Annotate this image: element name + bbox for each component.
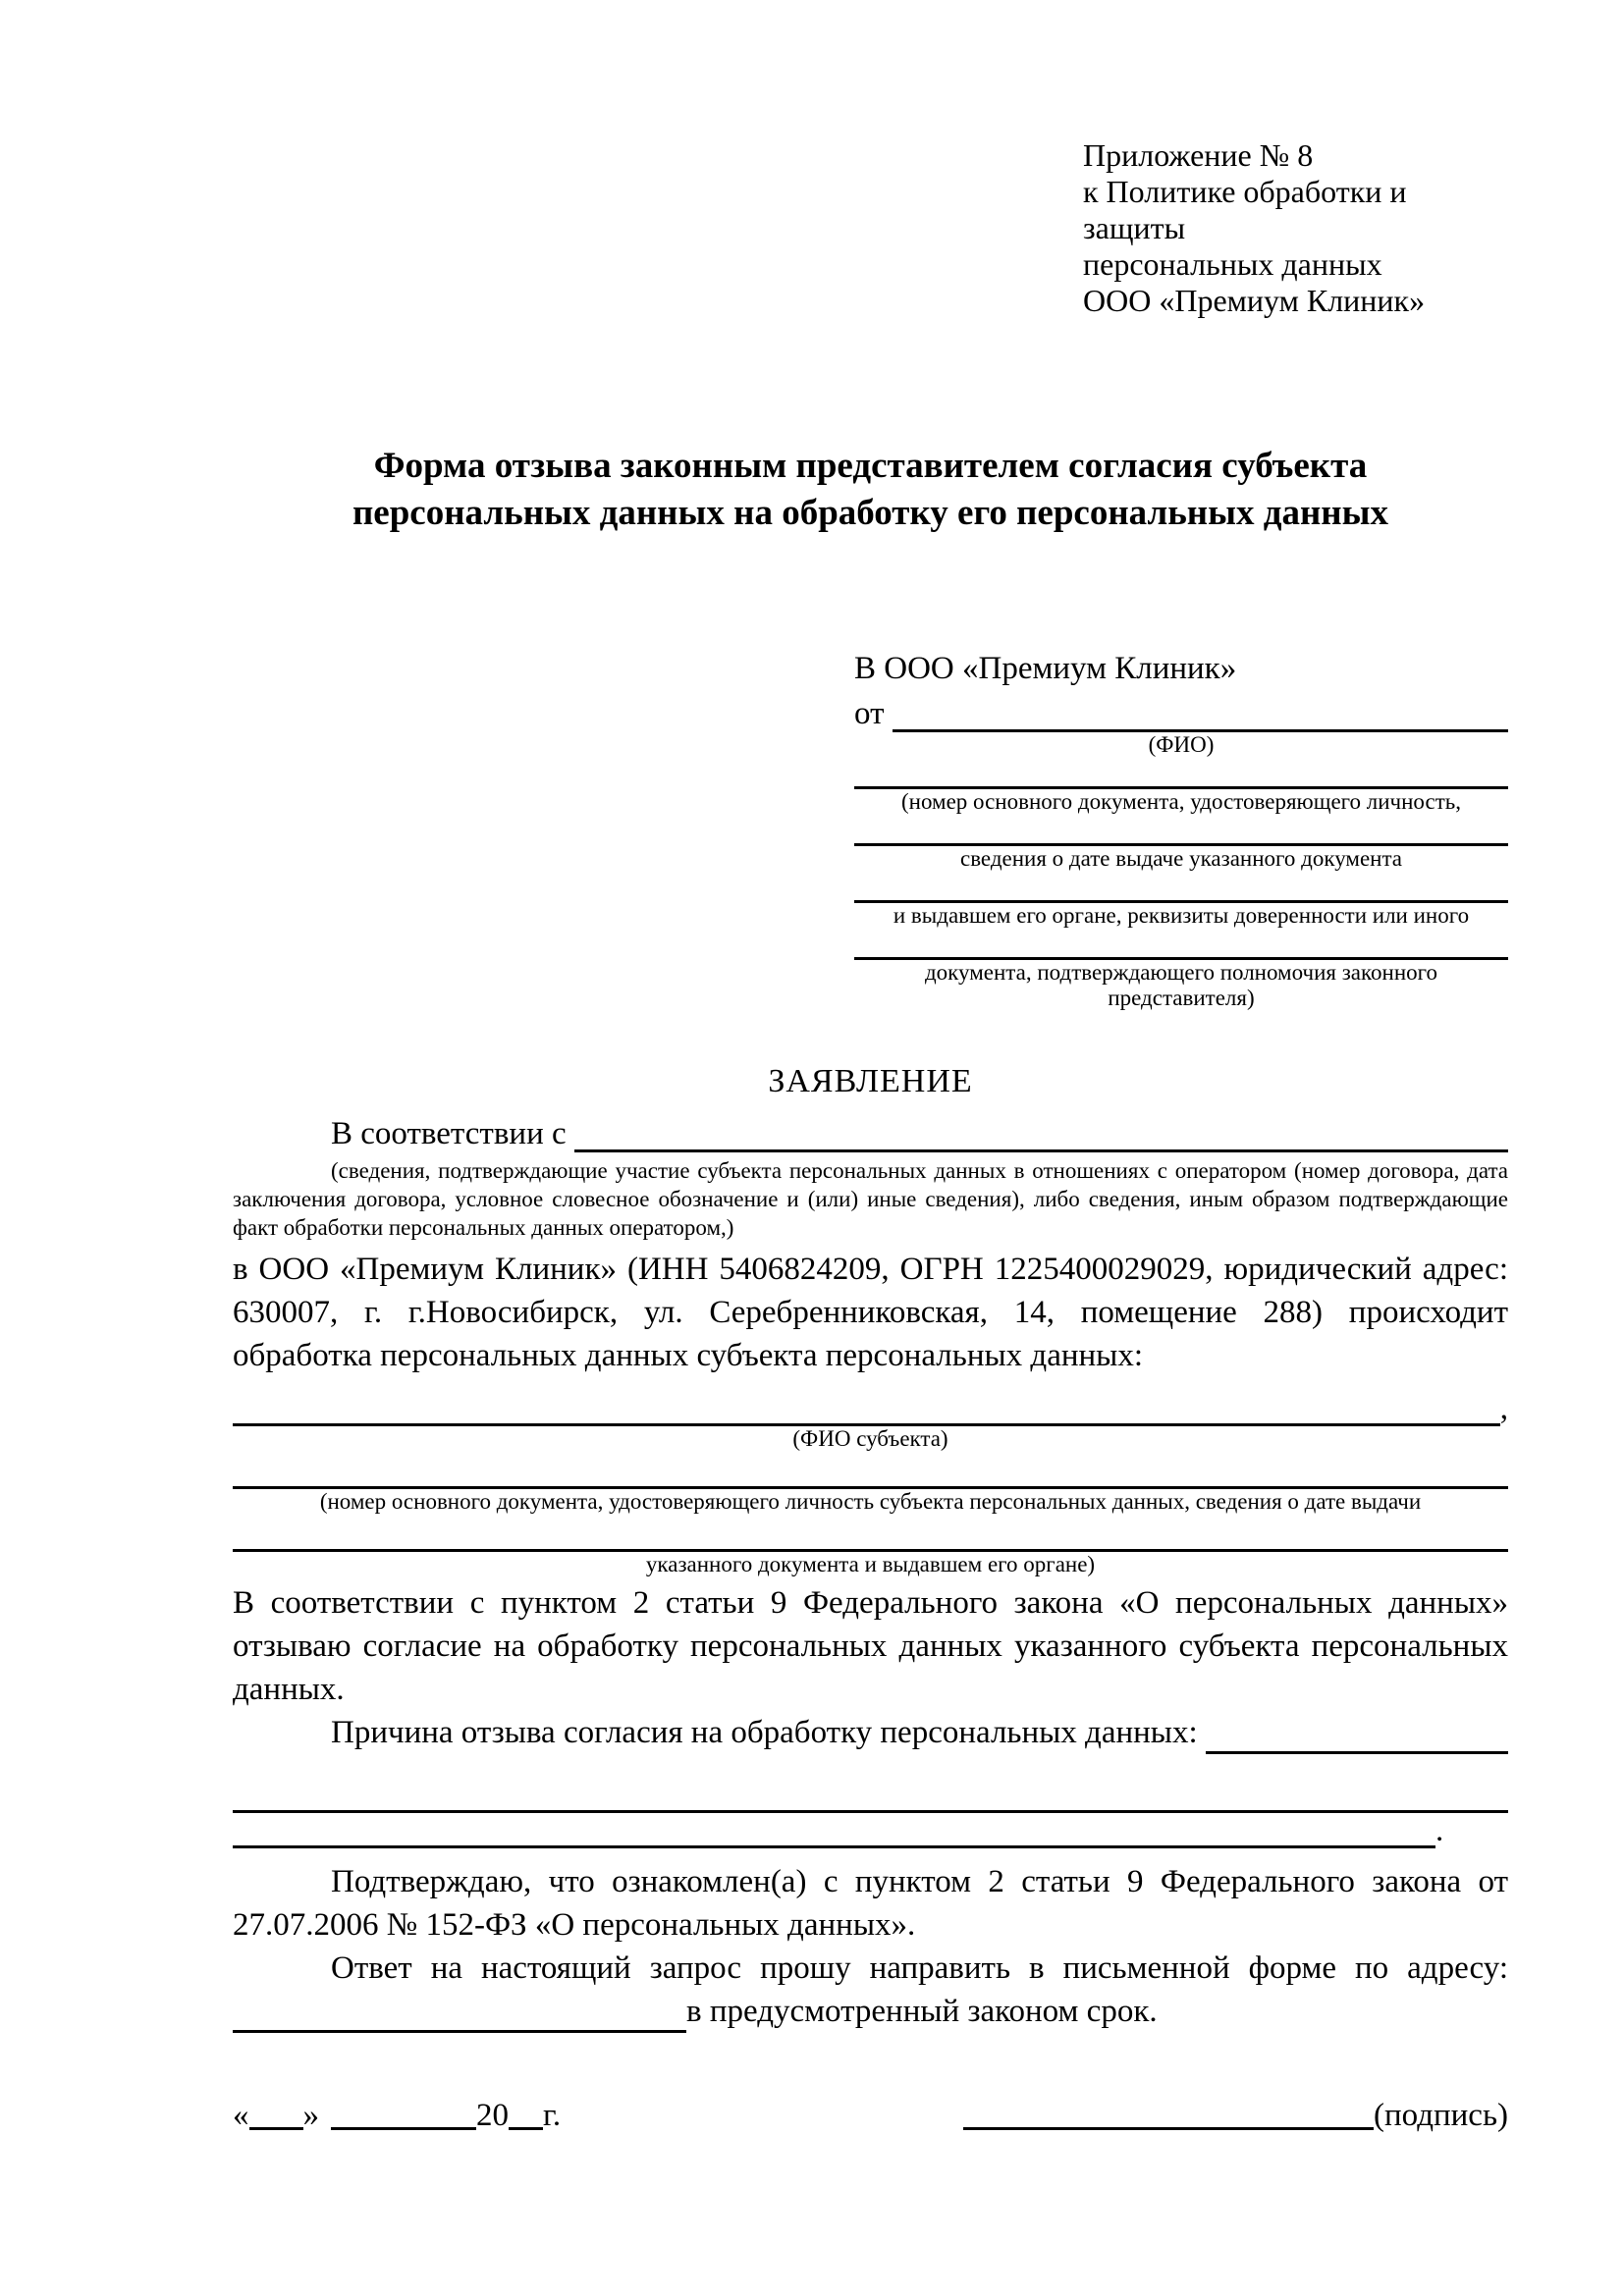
footer-row	[233, 2092, 1508, 2139]
reason-blank-line-2	[233, 1754, 1508, 1813]
subject-fio-row	[233, 1391, 1508, 1426]
appendix-policy-line2: персональных данных	[1083, 246, 1382, 283]
date-year-suffix: г.	[543, 2098, 562, 2134]
date-group	[233, 2092, 561, 2139]
representative-doc-caption-1: (номер основного документа, удостоверяющего личность,	[900, 789, 1461, 815]
document-title-line1: Форма отзыва законным представителем согласия субъекта	[373, 445, 1368, 486]
representative-doc-blank-line-2	[854, 815, 1508, 846]
appendix-header	[1083, 137, 1508, 320]
trailing-period: .	[1435, 1813, 1444, 1849]
basis-fine-print: (сведения, подтверждающие участие субъекта персональных данных в отношениях с оператором (номер договора, дата заключения договора, условное словесное обозначение и (или) иные сведения), либо сведения, иным образом подтверждающие факт обработки персональных данных оператором,)	[233, 1158, 1508, 1241]
reason-row	[233, 1711, 1508, 1754]
representative-doc-caption-2: сведения о дате выдаче указанного документа	[959, 846, 1403, 872]
basis-row	[233, 1111, 1508, 1152]
subject-doc-blank-line-2	[233, 1515, 1508, 1552]
subject-fio-caption: (ФИО субъекта)	[792, 1426, 948, 1452]
response-tail: в предусмотренный законом срок.	[686, 1994, 1158, 2030]
response-address-blank-line	[233, 1990, 686, 2033]
date-quote-close: »	[302, 2098, 319, 2134]
appendix-company: ООО «Премиум Клиник»	[1083, 283, 1426, 319]
from-row	[854, 693, 1508, 732]
date-quote-open: «	[233, 2098, 249, 2134]
signature-caption: (подпись)	[1374, 2098, 1508, 2134]
representative-fio-blank-line	[893, 693, 1509, 732]
date-year-prefix: 20	[476, 2098, 509, 2134]
date-year-blank	[509, 2127, 543, 2130]
confirm-paragraph: Подтверждаю, что ознакомлен(а) с пунктом 2 статьи 9 Федерального закона от 27.07.2006 № 152-ФЗ «О персональных данных».	[233, 1864, 1508, 1944]
response-address-row	[233, 1990, 1508, 2033]
operator-paragraph: в ООО «Премиум Клиник» (ИНН 5406824209, ОГРН 1225400029029, юридический адрес: 630007, г. г.Новосибирск, ул. Серебренниковская, 14, помещение 288) происходит обработка персональных данных субъекта персональных данных:	[233, 1252, 1508, 1374]
subject-fio-blank-line	[233, 1391, 1500, 1426]
appendix-number: Приложение № 8	[1083, 137, 1314, 173]
date-day-blank	[249, 2127, 303, 2130]
subject-doc-blank-line-1	[233, 1452, 1508, 1489]
basis-label: В соответствии с	[331, 1116, 567, 1152]
withdraw-paragraph: В соответствии с пунктом 2 статьи 9 Федерального закона «О персональных данных» отзываю согласие на обработку персональных данных указанного субъекта персональных данных.	[233, 1585, 1508, 1708]
representative-doc-caption-3: и выдавшем его органе, реквизиты доверенности или иного	[893, 903, 1470, 929]
reason-label: Причина отзыва согласия на обработку персональных данных:	[331, 1715, 1198, 1751]
representative-doc-blank-line-1	[854, 758, 1508, 789]
trailing-comma: ,	[1499, 1391, 1508, 1427]
document-content	[233, 0, 1508, 2139]
subject-doc-caption-2: указанного документа и выдавшем его органе)	[645, 1552, 1096, 1577]
representative-doc-blank-line-3	[854, 872, 1508, 903]
reason-blank-line-1	[1206, 1711, 1508, 1754]
response-label: Ответ на настоящий запрос прошу направить в письменной форме по адресу:	[331, 1950, 1508, 1987]
signature-blank-line	[963, 2127, 1374, 2130]
signature-group	[963, 2092, 1508, 2139]
basis-blank-line	[574, 1111, 1508, 1152]
addressee-block	[854, 648, 1508, 1011]
representative-doc-caption-4: документа, подтверждающего полномочия законного представителя)	[924, 960, 1437, 1011]
fio-caption: (ФИО)	[1148, 732, 1215, 758]
representative-doc-blank-line-4	[854, 929, 1508, 960]
addressee-company: В ООО «Премиум Клиник»	[854, 651, 1237, 687]
document-title	[233, 443, 1508, 539]
appendix-policy-line: к Политике обработки и защиты	[1083, 174, 1407, 246]
subject-doc-caption-1: (номер основного документа, удостоверяющего личность субъекта персональных данных, сведения о дате выдачи	[319, 1489, 1422, 1515]
reason-blank-line-3	[233, 1813, 1435, 1848]
date-month-blank	[331, 2127, 476, 2130]
from-label: от	[854, 696, 885, 732]
reason-last-row	[233, 1813, 1508, 1848]
statement-heading: ЗАЯВЛЕНИЕ	[768, 1063, 973, 1100]
document-title-line2: персональных данных на обработку его персональных данных	[352, 493, 1388, 534]
